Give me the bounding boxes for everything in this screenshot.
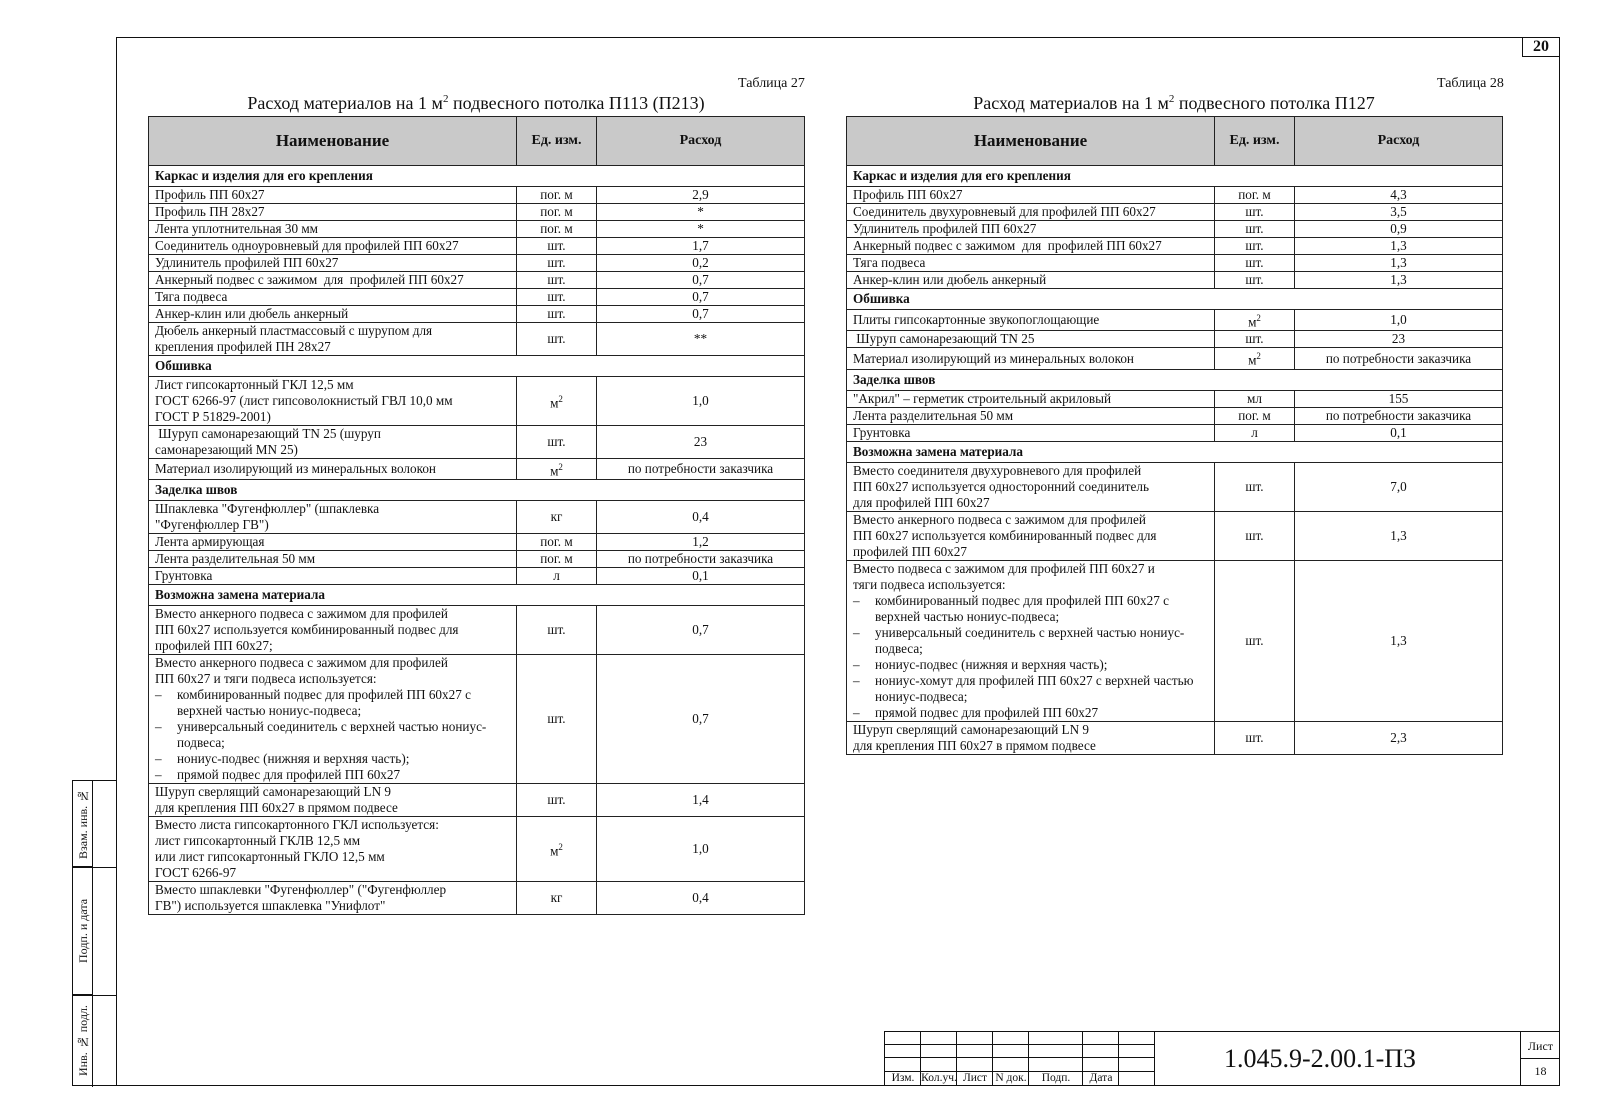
amount: 0,7 bbox=[597, 606, 805, 655]
list-number: 18 bbox=[1534, 1064, 1547, 1078]
amount: * bbox=[597, 221, 805, 238]
amount: 1,2 bbox=[597, 534, 805, 551]
table-row bbox=[847, 272, 1503, 289]
unit: пог. м bbox=[1215, 407, 1295, 424]
section-title: Обшивка bbox=[847, 289, 1503, 310]
material-name: Анкерный подвес с зажимом для профилей ПП 60х27 bbox=[149, 272, 517, 289]
unit: шт. bbox=[517, 306, 597, 323]
material-name: Лента разделительная 50 мм bbox=[149, 551, 517, 568]
amount: 0,1 bbox=[1295, 424, 1503, 441]
left-table-caption: Расход материалов на 1 $м^2$ подвесного потолка П113 (П213) bbox=[247, 93, 705, 113]
amount: 1,3 bbox=[1295, 272, 1503, 289]
table-row bbox=[149, 306, 805, 323]
document-code: 1.045.9-2.00.1-ПЗ bbox=[1223, 1044, 1417, 1073]
material-name: Грунтовка bbox=[149, 568, 517, 585]
option-item: комбинированный подвес для профилей ПП 60х27 с верхней частью нониус-подвеса; bbox=[875, 592, 1169, 624]
material-name: Шпаклевка "Фугенфюллер" (шпаклевка "Фугенфюллер ГВ") bbox=[149, 501, 517, 534]
unit: шт. bbox=[517, 238, 597, 255]
amount: 0,7 bbox=[597, 272, 805, 289]
unit: шт. bbox=[517, 784, 597, 817]
left-materials-table bbox=[148, 116, 805, 915]
material-name: Удлинитель профилей ПП 60х27 bbox=[847, 221, 1215, 238]
table-row bbox=[149, 606, 805, 655]
table-row bbox=[149, 882, 805, 915]
section-title: Обшивка bbox=[149, 356, 805, 377]
unit: шт. bbox=[517, 255, 597, 272]
material-name: Лист гипсокартонный ГКЛ 12,5 мм ГОСТ 6266-97 (лист гипсоволокнистый ГВЛ 10,0 мм ГОСТ Р 51829-2001) bbox=[149, 377, 517, 426]
amount: 23 bbox=[597, 426, 805, 459]
option-item: нониус-подвес (нижняя и верхняя часть); bbox=[875, 656, 1108, 672]
col-header-amount: Расход bbox=[1295, 117, 1503, 166]
material-name: Профиль ПП 60х27 bbox=[847, 187, 1215, 204]
table-row bbox=[847, 560, 1503, 721]
amount: 0,1 bbox=[597, 568, 805, 585]
option-item: нониус-хомут для профилей ПП 60х27 с верхней частью нониус-подвеса; bbox=[875, 672, 1194, 704]
material-name: "Акрил" – герметик строительный акриловый bbox=[847, 390, 1215, 407]
option-item: универсальный соединитель с верхней частью нониус-подвеса; bbox=[875, 624, 1185, 656]
material-name: Тяга подвеса bbox=[149, 289, 517, 306]
amount: 7,0 bbox=[1295, 462, 1503, 511]
material-name: Вместо соединителя двухуровневого для профилей ПП 60х27 используется односторонний соединитель для профилей ПП 60х27 bbox=[847, 462, 1215, 511]
unit: шт. bbox=[1215, 221, 1295, 238]
amount: 1,4 bbox=[597, 784, 805, 817]
right-table-number: Таблица 28 bbox=[1437, 76, 1504, 91]
table-row bbox=[149, 568, 805, 585]
option-item: прямой подвес для профилей ПП 60х27 bbox=[177, 767, 401, 783]
material-name: Лента разделительная 50 мм bbox=[847, 407, 1215, 424]
option-item: комбинированный подвес для профилей ПП 60х27 с верхней частью нониус-подвеса; bbox=[177, 687, 471, 719]
title-block-header: Изм. bbox=[891, 1072, 915, 1084]
material-name: Вместо анкерного подвеса с зажимом для профилей ПП 60х27 используется комбинированный подвес для профилей ПП 60х27; bbox=[149, 606, 517, 655]
amount: 0,7 bbox=[597, 289, 805, 306]
section-title: Возможна замена материала bbox=[847, 441, 1503, 462]
unit: шт. bbox=[517, 272, 597, 289]
material-name: Материал изолирующий из минеральных волокон bbox=[149, 459, 517, 480]
title-block-header: Дата bbox=[1089, 1072, 1113, 1084]
amount: 155 bbox=[1295, 390, 1503, 407]
unit: шт. bbox=[1215, 462, 1295, 511]
amount: 0,7 bbox=[597, 306, 805, 323]
table-row bbox=[149, 187, 805, 204]
material-name: Вместо анкерного подвеса с зажимом для профилей ПП 60х27 используется комбинированный подвес для профилей ПП 60х27 bbox=[847, 511, 1215, 560]
amount: 0,4 bbox=[597, 501, 805, 534]
option-item: универсальный соединитель с верхней частью нониус-подвеса; bbox=[177, 719, 487, 751]
left-table-number: Таблица 27 bbox=[738, 76, 805, 91]
section-title: Возможна замена материала bbox=[149, 585, 805, 606]
unit: $м^2$ bbox=[517, 817, 597, 882]
col-header-unit: Ед. изм. bbox=[1215, 117, 1295, 166]
unit: шт. bbox=[517, 426, 597, 459]
unit: пог. м bbox=[517, 204, 597, 221]
material-name: Удлинитель профилей ПП 60х27 bbox=[149, 255, 517, 272]
amount: * bbox=[597, 204, 805, 221]
material-name: Плиты гипсокартонные звукопоглощающие bbox=[847, 310, 1215, 331]
table-row bbox=[847, 204, 1503, 221]
col-header-name: Наименование bbox=[149, 117, 517, 166]
amount: 1,7 bbox=[597, 238, 805, 255]
amount: 1,3 bbox=[1295, 560, 1503, 721]
amount: 1,3 bbox=[1295, 238, 1503, 255]
unit: л bbox=[517, 568, 597, 585]
unit: шт. bbox=[1215, 238, 1295, 255]
right-materials-table bbox=[846, 116, 1503, 755]
amount: 1,0 bbox=[597, 817, 805, 882]
amount: 0,7 bbox=[597, 655, 805, 784]
table-row bbox=[847, 424, 1503, 441]
section-row bbox=[847, 369, 1503, 390]
table-row bbox=[847, 187, 1503, 204]
amount: 2,9 bbox=[597, 187, 805, 204]
table-row bbox=[149, 534, 805, 551]
option-item: прямой подвес для профилей ПП 60х27 bbox=[875, 704, 1099, 720]
sheet-number: 20 bbox=[1522, 37, 1560, 57]
unit: кг bbox=[517, 501, 597, 534]
material-name: Шуруп самонарезающий TN 25 bbox=[847, 331, 1215, 348]
amount: 23 bbox=[1295, 331, 1503, 348]
unit: л bbox=[1215, 424, 1295, 441]
table-row bbox=[847, 390, 1503, 407]
amount: 2,3 bbox=[1295, 721, 1503, 754]
unit: кг bbox=[517, 882, 597, 915]
table-row bbox=[847, 348, 1503, 369]
material-name: Лента армирующая bbox=[149, 534, 517, 551]
title-block-header: Кол.уч. bbox=[921, 1072, 957, 1084]
material-name: Дюбель анкерный пластмассовый с шурупом для крепления профилей ПН 28х27 bbox=[149, 323, 517, 356]
table-row bbox=[149, 501, 805, 534]
table-row bbox=[847, 238, 1503, 255]
amount: по потребности заказчика bbox=[597, 551, 805, 568]
unit: пог. м bbox=[517, 221, 597, 238]
table-row bbox=[847, 255, 1503, 272]
unit: пог. м bbox=[517, 551, 597, 568]
table-row bbox=[847, 721, 1503, 754]
material-name: Грунтовка bbox=[847, 424, 1215, 441]
material-name: Анкер-клин или дюбель анкерный bbox=[149, 306, 517, 323]
amount: по потребности заказчика bbox=[1295, 348, 1503, 369]
amount: 0,2 bbox=[597, 255, 805, 272]
material-name: Шуруп самонарезающий TN 25 (шуруп самонарезающий MN 25) bbox=[149, 426, 517, 459]
section-title: Каркас и изделия для его крепления bbox=[847, 166, 1503, 187]
section-row bbox=[149, 356, 805, 377]
unit: $м^2$ bbox=[517, 377, 597, 426]
unit: пог. м bbox=[517, 187, 597, 204]
unit: шт. bbox=[517, 289, 597, 306]
table-row bbox=[149, 289, 805, 306]
amount: 1,3 bbox=[1295, 255, 1503, 272]
table-row bbox=[847, 310, 1503, 331]
amount: 3,5 bbox=[1295, 204, 1503, 221]
unit: шт. bbox=[517, 323, 597, 356]
table-row bbox=[847, 221, 1503, 238]
table-row bbox=[149, 459, 805, 480]
table-row bbox=[847, 407, 1503, 424]
material-name: Профиль ПП 60х27 bbox=[149, 187, 517, 204]
material-name: Шуруп сверлящий самонарезающий LN 9 для крепления ПП 60х27 в прямом подвесе bbox=[847, 721, 1215, 754]
amount: по потребности заказчика bbox=[597, 459, 805, 480]
unit: $м^2$ bbox=[1215, 348, 1295, 369]
section-row bbox=[149, 166, 805, 187]
table-row bbox=[149, 817, 805, 882]
col-header-amount: Расход bbox=[597, 117, 805, 166]
section-title: Каркас и изделия для его крепления bbox=[149, 166, 805, 187]
amount: 1,0 bbox=[1295, 310, 1503, 331]
unit: $м^2$ bbox=[1215, 310, 1295, 331]
table-row bbox=[149, 221, 805, 238]
table-row bbox=[149, 551, 805, 568]
col-header-name: Наименование bbox=[847, 117, 1215, 166]
material-name: Тяга подвеса bbox=[847, 255, 1215, 272]
side-stamp-label: Подп. и дата bbox=[76, 898, 90, 963]
unit: шт. bbox=[517, 606, 597, 655]
section-row bbox=[847, 441, 1503, 462]
unit: шт. bbox=[1215, 331, 1295, 348]
table-row bbox=[149, 238, 805, 255]
unit: шт. bbox=[1215, 511, 1295, 560]
unit: шт. bbox=[517, 655, 597, 784]
table-row bbox=[847, 462, 1503, 511]
title-block-header: N док. bbox=[995, 1072, 1027, 1084]
material-name: Шуруп сверлящий самонарезающий LN 9 для крепления ПП 60х27 в прямом подвесе bbox=[149, 784, 517, 817]
unit: шт. bbox=[1215, 255, 1295, 272]
table-row bbox=[149, 426, 805, 459]
material-name: Вместо анкерного подвеса с зажимом для профилей ПП 60х27 и тяги подвеса используется: – комбинированный подвес для профилей ПП 60х27 с верхней частью нониус-подвеса; – универсальный соединитель с верхней частью нониус-подвеса; – нониус-подвес (нижняя и верхняя часть); – прямой подвес для профилей ПП 60х27 bbox=[149, 655, 517, 784]
side-stamp-label: Взам. инв. № bbox=[76, 788, 90, 859]
amount: 1,0 bbox=[597, 377, 805, 426]
unit: мл bbox=[1215, 390, 1295, 407]
unit: шт. bbox=[1215, 721, 1295, 754]
unit: пог. м bbox=[1215, 187, 1295, 204]
material-name: Профиль ПН 28х27 bbox=[149, 204, 517, 221]
unit: пог. м bbox=[517, 534, 597, 551]
section-title: Заделка швов bbox=[847, 369, 1503, 390]
table-row bbox=[149, 323, 805, 356]
col-header-unit: Ед. изм. bbox=[517, 117, 597, 166]
section-row bbox=[149, 585, 805, 606]
section-row bbox=[847, 289, 1503, 310]
table-row bbox=[149, 377, 805, 426]
material-name: Анкерный подвес с зажимом для профилей ПП 60х27 bbox=[847, 238, 1215, 255]
right-table-caption: Расход материалов на 1 $м^2$ подвесного потолка П127 bbox=[973, 93, 1375, 113]
amount: 1,3 bbox=[1295, 511, 1503, 560]
amount: ** bbox=[597, 323, 805, 356]
material-name: Соединитель одноуровневый для профилей ПП 60х27 bbox=[149, 238, 517, 255]
title-block-header: Лист bbox=[962, 1072, 988, 1084]
material-name: Вместо листа гипсокартонного ГКЛ используется: лист гипсокартонный ГКЛВ 12,5 мм или лист гипсокартонный ГКЛО 12,5 мм ГОСТ 6266-97 bbox=[149, 817, 517, 882]
section-row bbox=[149, 480, 805, 501]
material-name: Материал изолирующий из минеральных волокон bbox=[847, 348, 1215, 369]
section-row bbox=[847, 166, 1503, 187]
title-block-header: Подп. bbox=[1041, 1072, 1071, 1084]
side-stamp bbox=[72, 780, 116, 1086]
table-row bbox=[149, 255, 805, 272]
amount: 0,9 bbox=[1295, 221, 1503, 238]
table-row bbox=[149, 204, 805, 221]
side-stamp-label: Инв. № подл. bbox=[76, 1005, 90, 1077]
option-item: нониус-подвес (нижняя и верхняя часть); bbox=[177, 751, 410, 767]
unit: шт. bbox=[1215, 272, 1295, 289]
table-row bbox=[149, 272, 805, 289]
table-row bbox=[847, 511, 1503, 560]
material-name: Анкер-клин или дюбель анкерный bbox=[847, 272, 1215, 289]
amount: по потребности заказчика bbox=[1295, 407, 1503, 424]
amount: 0,4 bbox=[597, 882, 805, 915]
table-row bbox=[149, 784, 805, 817]
material-name: Лента уплотнительная 30 мм bbox=[149, 221, 517, 238]
list-box bbox=[1520, 1031, 1560, 1086]
amount: 4,3 bbox=[1295, 187, 1503, 204]
table-row bbox=[149, 655, 805, 784]
material-name: Соединитель двухуровневый для профилей ПП 60х27 bbox=[847, 204, 1215, 221]
unit: шт. bbox=[1215, 560, 1295, 721]
material-name: Вместо шпаклевки "Фугенфюллер" ("Фугенфюллер ГВ") используется шпаклевка "Унифлот" bbox=[149, 882, 517, 915]
table-row bbox=[847, 331, 1503, 348]
material-name: Вместо подвеса с зажимом для профилей ПП 60х27 и тяги подвеса используется: – комбинированный подвес для профилей ПП 60х27 с верхней частью нониус-подвеса; – универсальный соединитель с верхней частью нониус-подвеса; – нониус-подвес (нижняя и верхняя часть); – нониус-хомут для профилей ПП 60х27 с верхней частью нониус-подвеса; – прямой подвес для профилей ПП 60х27 bbox=[847, 560, 1215, 721]
unit: шт. bbox=[1215, 204, 1295, 221]
section-title: Заделка швов bbox=[149, 480, 805, 501]
list-label: Лист bbox=[1527, 1039, 1554, 1053]
unit: $м^2$ bbox=[517, 459, 597, 480]
